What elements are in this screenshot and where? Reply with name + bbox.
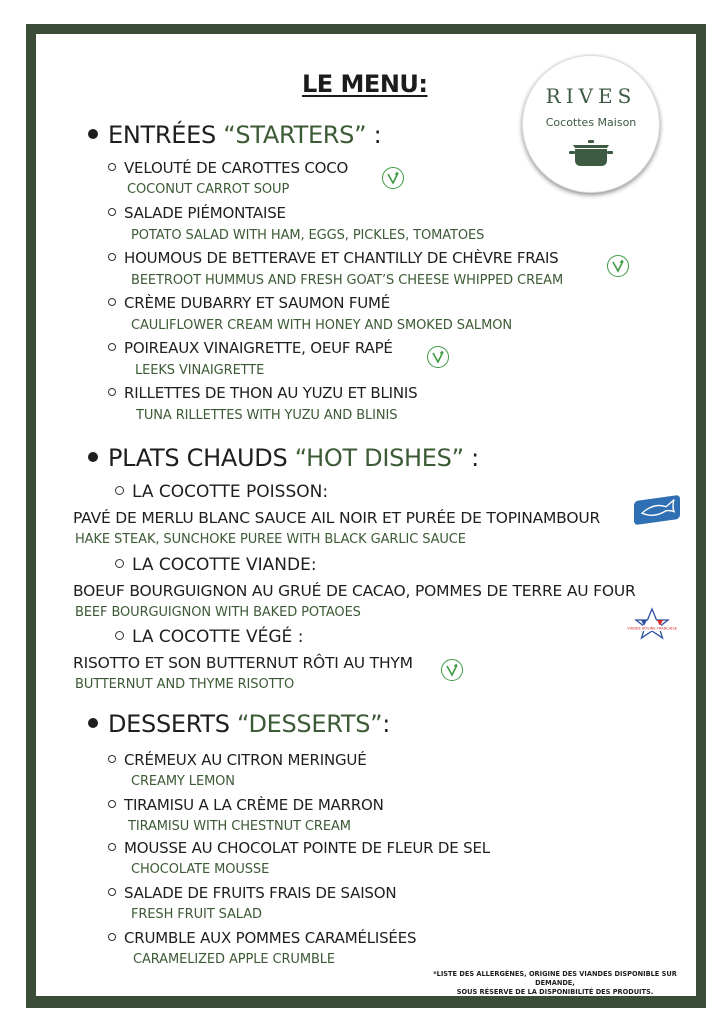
vegetarian-leaf-icon bbox=[441, 659, 463, 681]
desserts-heading bbox=[88, 710, 390, 738]
cocotte-group-label bbox=[115, 627, 303, 647]
circle-bullet-icon bbox=[108, 933, 116, 941]
dish-en: BUTTERNUT AND THYME RISOTTO bbox=[75, 677, 295, 692]
item-fr: SALADE DE FRUITS FRAIS DE SAISON bbox=[124, 884, 397, 902]
dish-fr: PAVÉ DE MERLU BLANC SAUCE AIL NOIR ET PURÉE DE TOPINAMBOUR bbox=[73, 509, 601, 527]
desserts-heading-en: “DESSERTS” bbox=[237, 710, 383, 738]
cocotte-group-label bbox=[115, 482, 328, 502]
vegetarian-leaf-icon bbox=[427, 346, 449, 368]
list-item bbox=[108, 839, 490, 857]
item-fr: POIREAUX VINAIGRETTE, OEUF RAPÉ bbox=[124, 339, 393, 357]
list-item bbox=[108, 751, 366, 769]
footnote-line1: *LISTE DES ALLERGÈNES, ORIGINE DES VIANDES DISPONIBLE SUR DEMANDE, bbox=[433, 970, 677, 987]
list-item bbox=[108, 249, 559, 267]
bullet-icon bbox=[88, 718, 98, 728]
starters-heading-suffix: : bbox=[366, 121, 382, 149]
bullet-icon bbox=[88, 129, 98, 139]
list-item bbox=[108, 929, 416, 947]
dish-en: BEEF BOURGUIGNON WITH BAKED POTAOES bbox=[75, 605, 361, 620]
circle-bullet-icon bbox=[108, 343, 116, 351]
item-fr: RILLETTES DE THON AU YUZU ET BLINIS bbox=[124, 384, 418, 402]
circle-bullet-icon bbox=[108, 253, 116, 261]
cocotte-group-label bbox=[115, 555, 317, 575]
logo-tagline: Cocottes Maison bbox=[545, 116, 637, 129]
footnote-line2: SOUS RÉSERVE DE LA DISPONIBILITÉ DES PRODUITS. bbox=[456, 988, 654, 996]
circle-bullet-icon bbox=[108, 163, 116, 171]
starters-heading-en: “STARTERS” bbox=[223, 121, 367, 149]
circle-bullet-icon bbox=[108, 888, 116, 896]
item-en: CAULIFLOWER CREAM WITH HONEY AND SMOKED SALMON bbox=[131, 318, 512, 333]
item-en: CHOCOLATE MOUSSE bbox=[131, 862, 270, 877]
item-fr: CRÈME DUBARRY ET SAUMON FUMÉ bbox=[124, 294, 391, 312]
list-item bbox=[108, 339, 393, 357]
circle-bullet-icon bbox=[108, 800, 116, 808]
item-fr: HOUMOUS DE BETTERAVE ET CHANTILLY DE CHÈVRE FRAIS bbox=[124, 249, 559, 267]
item-fr: CRÉMEUX AU CITRON MERINGUÉ bbox=[124, 751, 367, 769]
allergen-footnote bbox=[420, 970, 690, 997]
item-en: BEETROOT HUMMUS AND FRESH GOAT’S CHEESE WHIPPED CREAM bbox=[131, 273, 564, 288]
logo-brand: RIVES bbox=[545, 84, 637, 108]
list-item bbox=[108, 884, 396, 902]
item-en: LEEKS VINAIGRETTE bbox=[135, 363, 265, 378]
desserts-heading-suffix: : bbox=[382, 710, 391, 738]
group-label: LA COCOTTE POISSON: bbox=[132, 482, 329, 502]
vegetarian-leaf-icon bbox=[382, 167, 404, 189]
item-en: COCONUT CARROT SOUP bbox=[127, 182, 290, 197]
item-fr: TIRAMISU A LA CRÈME DE MARRON bbox=[124, 796, 384, 814]
circle-bullet-icon bbox=[108, 843, 116, 851]
dish-fr: RISOTTO ET SON BUTTERNUT RÔTI AU THYM bbox=[73, 654, 413, 672]
circle-bullet-icon bbox=[108, 388, 116, 396]
cocotte-pot-icon bbox=[569, 140, 613, 168]
item-en: CREAMY LEMON bbox=[131, 774, 235, 789]
item-en: CARAMELIZED APPLE CRUMBLE bbox=[133, 952, 336, 967]
item-en: FRESH FRUIT SALAD bbox=[131, 907, 262, 922]
circle-bullet-icon bbox=[108, 208, 116, 216]
item-fr: MOUSSE AU CHOCOLAT POINTE DE FLEUR DE SEL bbox=[124, 839, 490, 857]
hot-heading-suffix: : bbox=[463, 444, 479, 472]
item-en: TIRAMISU WITH CHESTNUT CREAM bbox=[128, 819, 351, 834]
starters-heading-fr: ENTRÉES bbox=[108, 121, 216, 149]
desserts-heading-fr: DESSERTS bbox=[108, 710, 230, 738]
rives-logo bbox=[522, 55, 660, 193]
list-item bbox=[108, 384, 417, 402]
viande-label: VIANDE BOVINE FRANÇAISE bbox=[627, 626, 677, 631]
bullet-icon bbox=[88, 452, 98, 462]
circle-bullet-icon bbox=[115, 486, 124, 495]
vegetarian-leaf-icon bbox=[607, 255, 629, 277]
item-fr: SALADE PIÉMONTAISE bbox=[124, 204, 286, 222]
dish-fr: BOEUF BOURGUIGNON AU GRUÉ DE CACAO, POMMES DE TERRE AU FOUR bbox=[73, 582, 636, 600]
item-fr: VELOUTÉ DE CAROTTES COCO bbox=[124, 159, 349, 177]
viande-bovine-francaise-icon bbox=[627, 608, 677, 646]
list-item bbox=[108, 204, 286, 222]
hot-dishes-heading bbox=[88, 444, 479, 472]
item-en: TUNA RILLETTES WITH YUZU AND BLINIS bbox=[136, 408, 398, 423]
hot-heading-fr: PLATS CHAUDS bbox=[108, 444, 288, 472]
circle-bullet-icon bbox=[115, 631, 124, 640]
list-item bbox=[108, 159, 348, 177]
circle-bullet-icon bbox=[108, 298, 116, 306]
menu-title: LE MENU: bbox=[302, 70, 428, 98]
circle-bullet-icon bbox=[108, 755, 116, 763]
list-item bbox=[108, 796, 384, 814]
starters-heading bbox=[88, 121, 381, 149]
hot-heading-en: “HOT DISHES” bbox=[294, 444, 464, 472]
group-label: LA COCOTTE VIANDE: bbox=[132, 555, 317, 575]
dish-en: HAKE STEAK, SUNCHOKE PUREE WITH BLACK GARLIC SAUCE bbox=[75, 532, 466, 547]
circle-bullet-icon bbox=[115, 559, 124, 568]
list-item bbox=[108, 294, 390, 312]
group-label: LA COCOTTE VÉGÉ : bbox=[132, 627, 304, 647]
item-fr: CRUMBLE AUX POMMES CARAMÉLISÉES bbox=[124, 929, 417, 947]
item-en: POTATO SALAD WITH HAM, EGGS, PICKLES, TOMATOES bbox=[131, 228, 485, 243]
